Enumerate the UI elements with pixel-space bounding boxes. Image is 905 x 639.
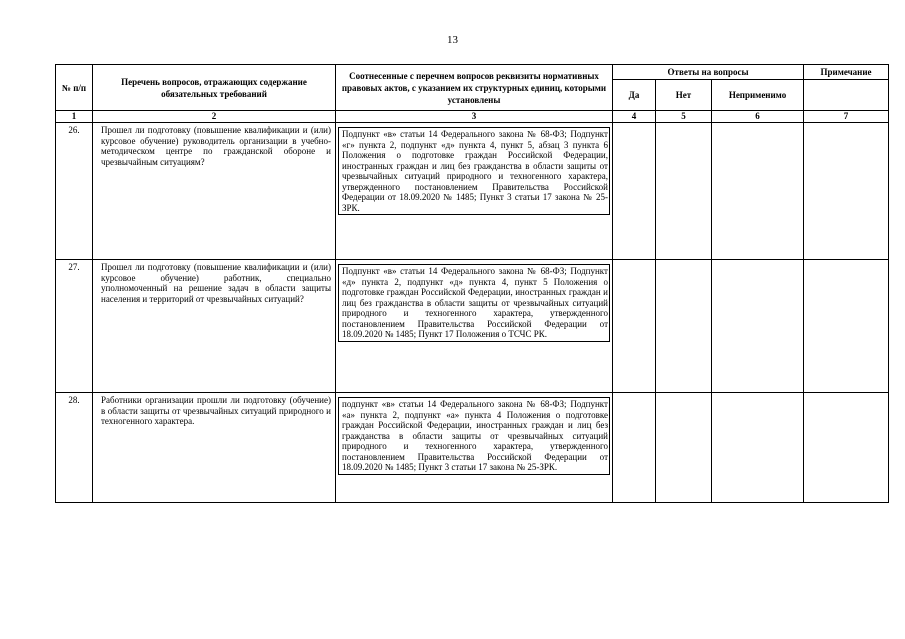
- col-number: 1: [56, 111, 93, 123]
- header-yes: Да: [613, 80, 656, 111]
- header-questions: Перечень вопросов, отражающих содержание обязательных требований: [93, 65, 336, 111]
- answer-no-cell[interactable]: [656, 260, 712, 393]
- answer-yes-cell[interactable]: [613, 260, 656, 393]
- row-references: Подпункт «в» статьи 14 Федерального закона № 68-ФЗ; Подпункт «г» пункта 2, подпункт «д» пункта 4, пункт 5, абзац 3 пункта 6 Положения о подготовке граждан Российской Федерации, иностранных граждан и лиц без гражданства в области защиты от чрезвычайных ситуаций природного и техногенного характера, утвержденного постановлением Правительства Российской Федерации от 18.09.2020 № 1485; Пункт 3 статьи 17 закона № 25-ЗРК.: [338, 127, 610, 215]
- note-cell[interactable]: [804, 393, 889, 503]
- header-answers: Ответы на вопросы: [613, 65, 804, 80]
- col-number: 2: [93, 111, 336, 123]
- table-row: [56, 393, 889, 503]
- row-number: 28.: [56, 393, 93, 503]
- col-number: 4: [613, 111, 656, 123]
- row-number: 26.: [56, 123, 93, 260]
- answer-yes-cell[interactable]: [613, 393, 656, 503]
- answer-yes-cell[interactable]: [613, 123, 656, 260]
- col-number: 3: [336, 111, 613, 123]
- header-not-applicable: Неприменимо: [712, 80, 804, 111]
- header-note: Примечание: [804, 65, 889, 80]
- header-number: № п/п: [56, 65, 93, 111]
- row-references-cell: [336, 393, 613, 503]
- row-references: Подпункт «в» статьи 14 Федерального закона № 68-ФЗ; Подпункт «д» пункта 2, подпункт «д» пункта 4, пункт 5 Положения о подготовке граждан Российской Федерации, иностранных граждан и лиц без гражданства в области защиты от чрезвычайных ситуаций природного и техногенного характера, утвержденного постановлением Правительства Российской Федерации от 18.09.2020 № 1485; Пункт 17 Положения о ТСЧС РК.: [338, 264, 610, 342]
- table-row: [56, 260, 889, 393]
- row-question: Прошел ли подготовку (повышение квалификации и (или) курсовое обучение) руководитель организации в учебно-методическом центре по гражданской обороне и чрезвычайным ситуациям?: [93, 123, 336, 260]
- answer-not-applicable-cell[interactable]: [712, 393, 804, 503]
- row-question: Прошел ли подготовку (повышение квалификации и (или) курсовое обучение) работник, специально уполномоченный на решение задач в области защиты населения и территорий от чрезвычайных ситуаций?: [93, 260, 336, 393]
- note-cell[interactable]: [804, 260, 889, 393]
- row-question: Работники организации прошли ли подготовку (обучение) в области защиты от чрезвычайных ситуаций природного и техногенного характера.: [93, 393, 336, 503]
- requirements-table: [55, 64, 889, 503]
- header-references: Соотнесенные с перечнем вопросов реквизиты нормативных правовых актов, с указанием их структурных единиц, которыми установлены: [336, 65, 613, 111]
- row-number: 27.: [56, 260, 93, 393]
- row-references: подпункт «в» статьи 14 Федерального закона № 68-ФЗ; Подпункт «а» пункта 2, подпункт «а» пункта 4 Положения о подготовке граждан Российской Федерации, иностранных граждан и лиц без гражданства в области защиты от чрезвычайных ситуаций природного и техногенного характера, утвержденного постановлением Правительства Российской Федерации от 18.09.2020 № 1485; Пункт 3 статьи 17 закона № 25-ЗРК.: [338, 397, 610, 475]
- answer-no-cell[interactable]: [656, 123, 712, 260]
- answer-not-applicable-cell[interactable]: [712, 260, 804, 393]
- col-number: 7: [804, 111, 889, 123]
- page-number: 13: [447, 34, 458, 46]
- header-note-blank: [804, 80, 889, 111]
- header-no: Нет: [656, 80, 712, 111]
- col-number: 5: [656, 111, 712, 123]
- column-number-row: [56, 111, 889, 123]
- table-row: [56, 123, 889, 260]
- row-references-cell: [336, 123, 613, 260]
- answer-not-applicable-cell[interactable]: [712, 123, 804, 260]
- answer-no-cell[interactable]: [656, 393, 712, 503]
- col-number: 6: [712, 111, 804, 123]
- note-cell[interactable]: [804, 123, 889, 260]
- row-references-cell: [336, 260, 613, 393]
